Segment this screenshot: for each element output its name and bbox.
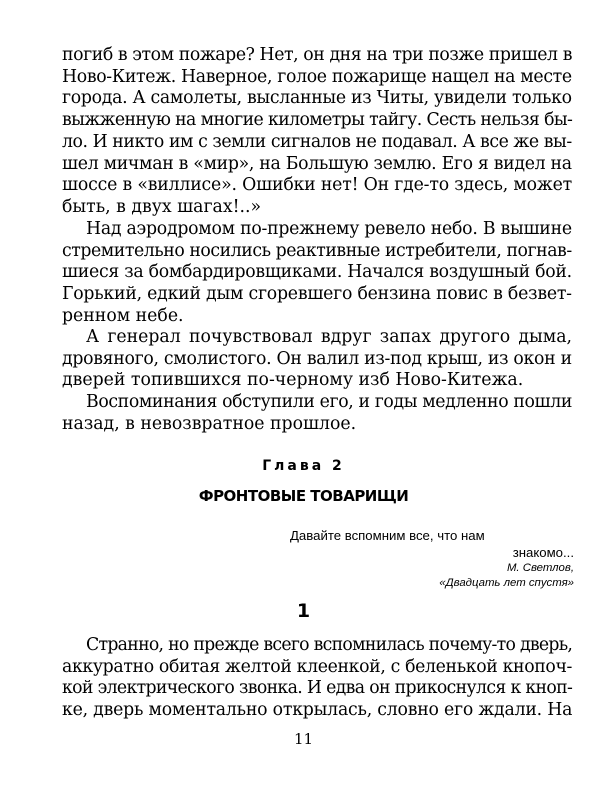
text-line: ке, дверь моментально открылась, словно его ждали. На	[62, 700, 573, 721]
text-line: Воспоминания обступили его, и годы медленно пошли	[86, 392, 572, 412]
text-line: ло. И никто им с земли сигналов не подавал. А все же вы-	[62, 131, 572, 152]
text-line: кой электрического звонка. И едва он прикоснулся к кноп-	[62, 678, 573, 699]
text-line: выжженную на многие километры тайгу. Сесть нельзя бы-	[62, 110, 573, 131]
section-number: 1	[296, 600, 311, 622]
text-line: дверей топившихся по-черному изб Ново-Китежа.	[62, 370, 524, 391]
paragraph-5	[62, 635, 572, 722]
epigraph-author: М. Светлов,	[506, 562, 574, 574]
text-line: шел мичман в «мир», на Большую землю. Его я видел на	[62, 153, 572, 174]
text-line: Над аэродромом по-прежнему ревело небо. В вышине	[86, 219, 572, 239]
epigraph-line: знакомо...	[512, 545, 574, 560]
paragraph-3	[62, 327, 572, 392]
paragraph-2	[62, 219, 572, 328]
epigraph-line: Давайте вспомним все, что нам	[290, 528, 485, 543]
text-line: города. А самолеты, высланные из Читы, увидели только	[62, 88, 572, 109]
text-line: шоссе в «виллисе». Ошибки нет! Он где-то здесь, может	[62, 175, 572, 196]
text-line: Странно, но прежде всего вспомнилась почему-то дверь,	[86, 635, 573, 655]
text-line: ренном небе.	[62, 305, 184, 326]
text-line: дровяного, смолистого. Он валил из-под крыш, из окон и	[62, 348, 572, 369]
text-line: погиб в этом пожаре? Нет, он дня на три позже пришел в	[62, 45, 573, 65]
text-line: аккуратно обитая желтой клеенкой, с беленькой кнопоч-	[62, 656, 573, 677]
page-number: 11	[293, 730, 314, 748]
paragraph-4	[62, 392, 572, 435]
text-line: назад, в невозвратное прошлое.	[62, 413, 357, 434]
text-line: стремительно носились реактивные истребители, погнав-	[62, 240, 572, 261]
epigraph-source: «Двадцать лет спустя»	[439, 576, 574, 589]
text-line: быть, в двух шагах!..»	[62, 196, 262, 217]
paragraph-1	[62, 45, 572, 219]
text-line: Ново-Китеж. Наверное, голое пожарище нащел на месте	[62, 66, 572, 87]
chapter-title: ФРОНТОВЫЕ ТОВАРИЩИ	[198, 487, 409, 505]
text-line: А генерал почувствовал вдруг запах другого дыма,	[86, 327, 572, 347]
chapter-number: Глава 2	[262, 458, 345, 474]
epigraph	[290, 527, 574, 590]
text-line: Горький, едкий дым сгоревшего бензина повис в безвет-	[62, 284, 572, 305]
text-line: шиеся за бомбардировщиками. Начался воздушный бой.	[62, 262, 572, 283]
